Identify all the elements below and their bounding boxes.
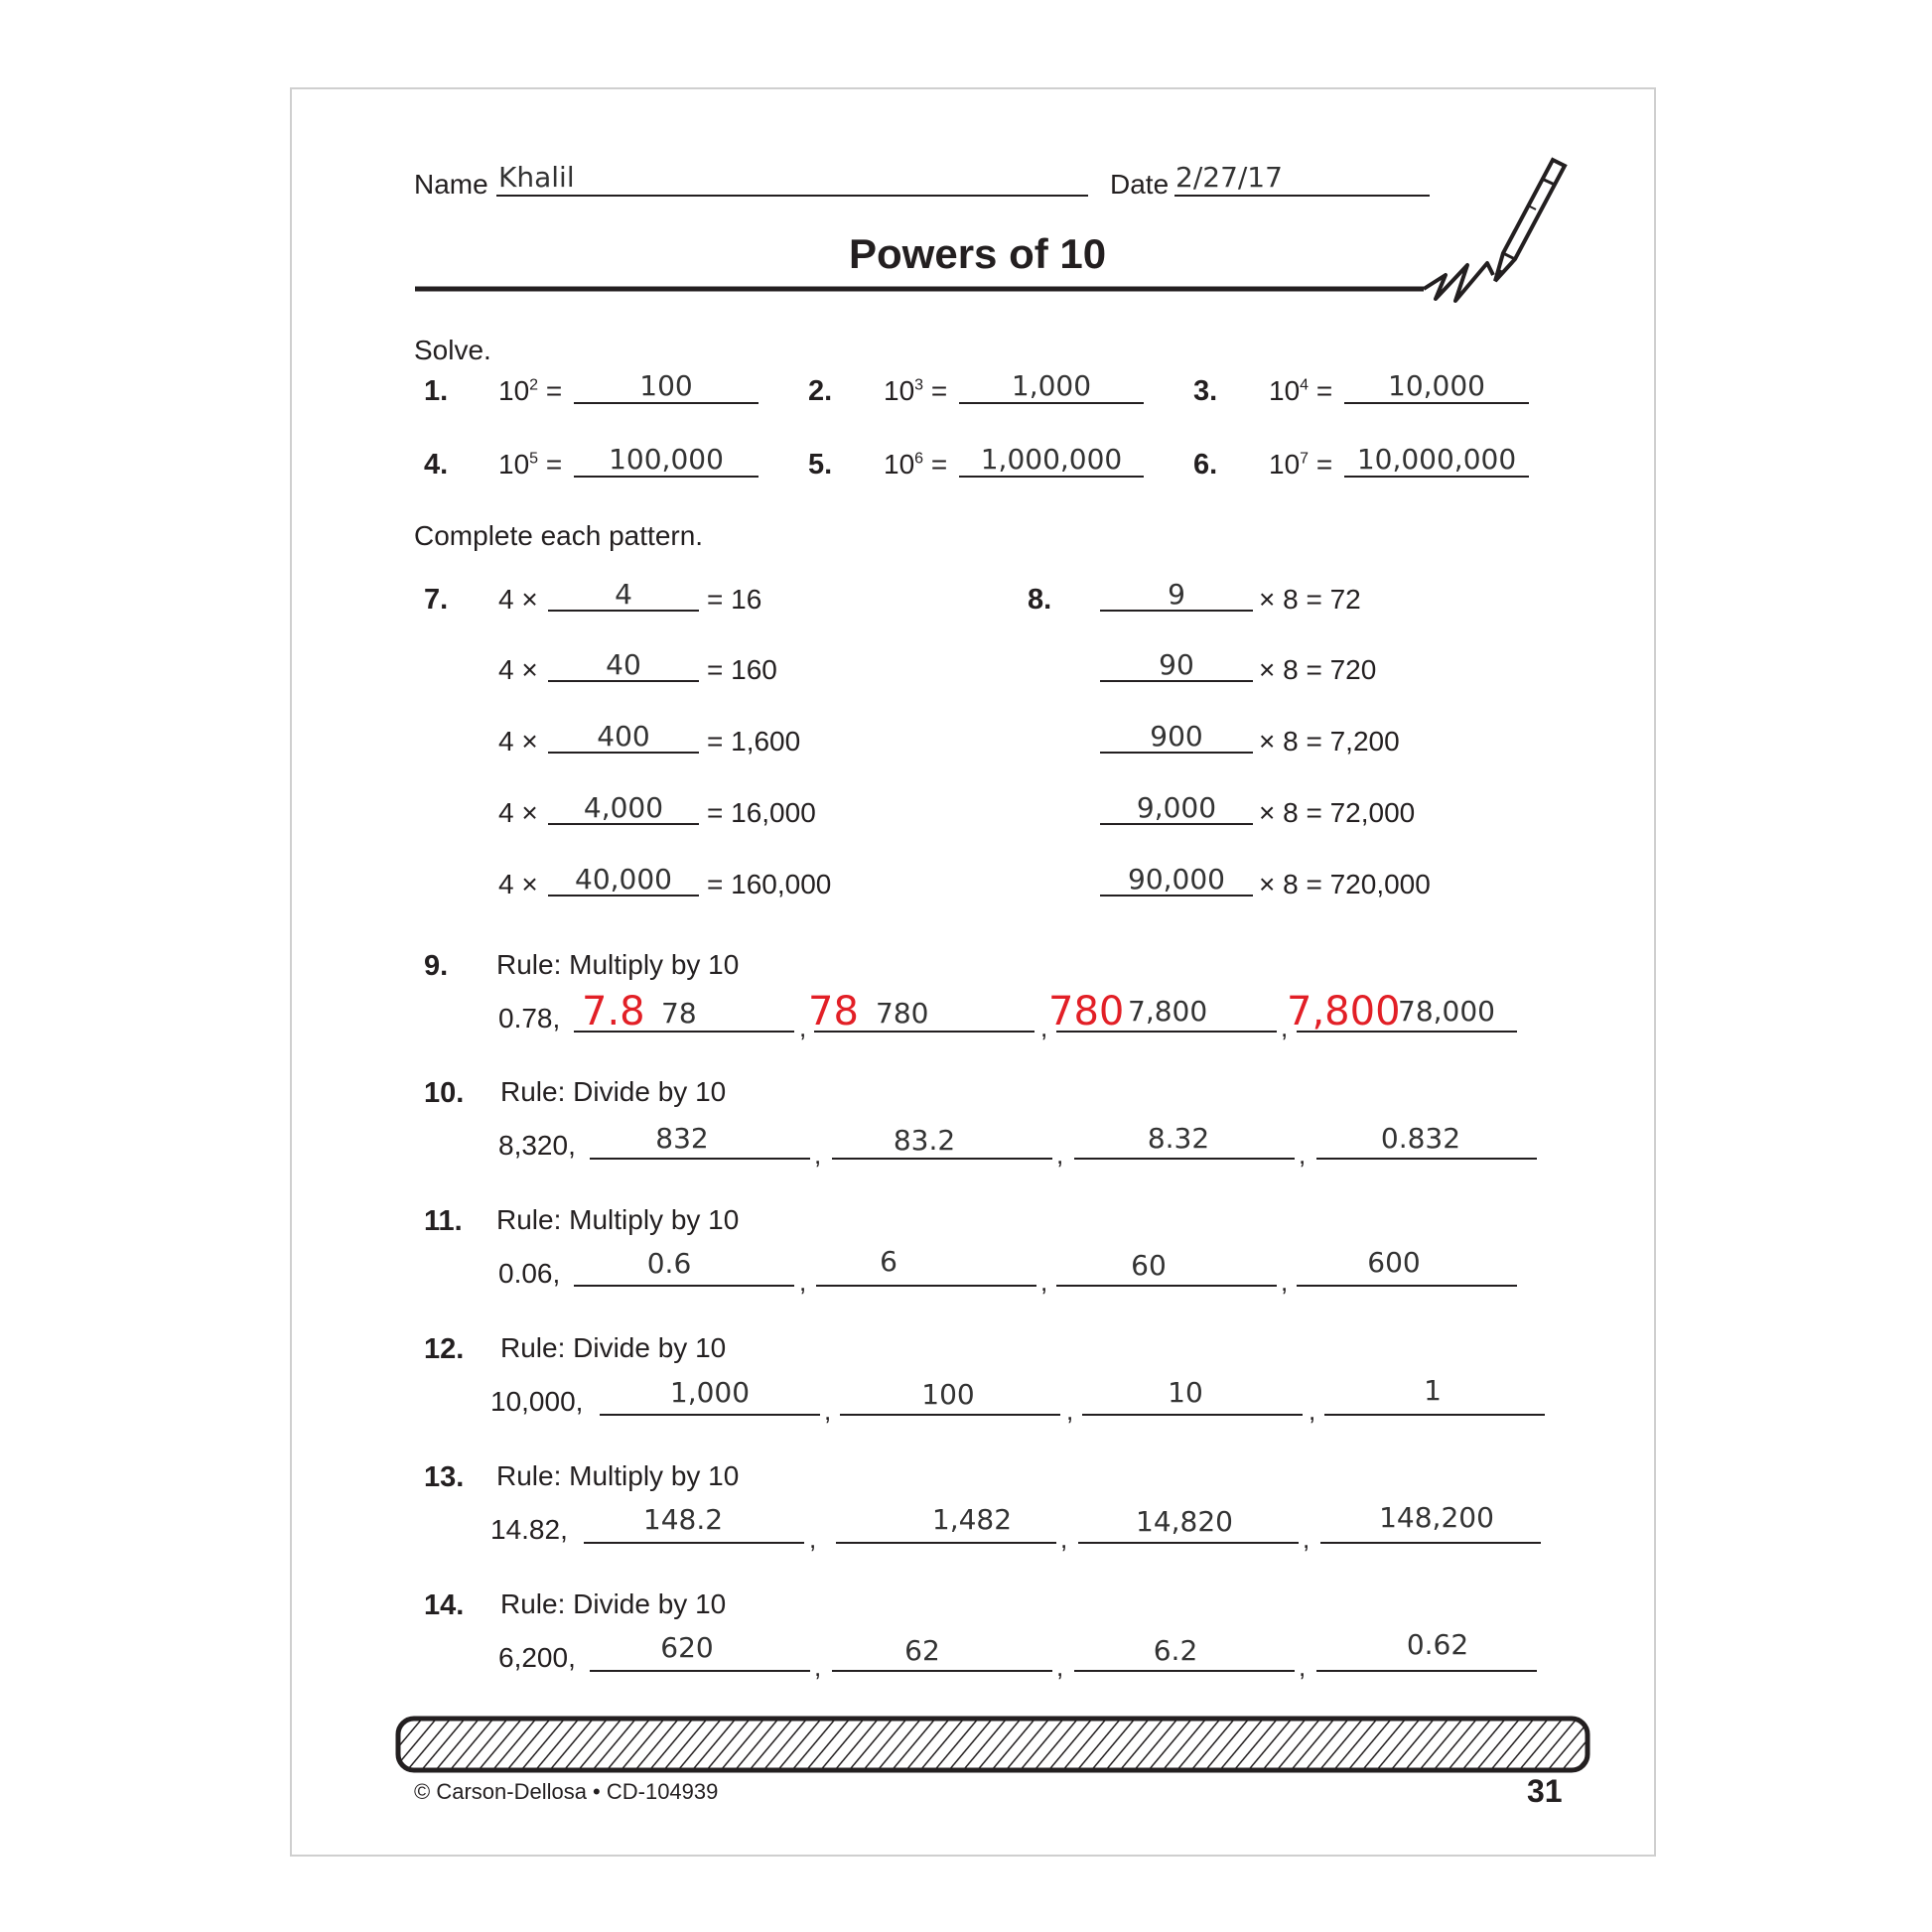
- result: × 8 = 72,000: [1259, 797, 1416, 828]
- answer: 40: [606, 648, 641, 681]
- answer-line: [1316, 1670, 1537, 1672]
- answer: 100: [921, 1378, 975, 1411]
- start-value: 6,200,: [498, 1642, 576, 1673]
- answer-line: [814, 1031, 1035, 1033]
- comma: ,: [1060, 1524, 1068, 1554]
- item-number: 2.: [808, 375, 833, 407]
- item-number: 6.: [1193, 449, 1218, 481]
- correction: 780: [1048, 989, 1125, 1035]
- comma: ,: [1040, 1267, 1048, 1297]
- answer-line: [1078, 1542, 1299, 1544]
- answer-line: [1324, 1414, 1545, 1416]
- answer-line: [590, 1670, 810, 1672]
- prefix: 4 ×: [498, 584, 538, 615]
- correction: 7.8: [582, 989, 645, 1035]
- answer-line: [1056, 1285, 1277, 1287]
- answer-line: [548, 680, 699, 682]
- comma: ,: [799, 1013, 807, 1042]
- answer-line: [1297, 1031, 1517, 1033]
- answer: 832: [655, 1122, 709, 1155]
- item-number: 1.: [424, 375, 449, 407]
- item-number-7: 7.: [424, 584, 449, 616]
- answer-line: [1316, 1158, 1537, 1160]
- answer: 600: [1367, 1246, 1421, 1279]
- item-number: 9.: [424, 950, 449, 982]
- answer: 83.2: [893, 1124, 956, 1157]
- answer-line: [1297, 1285, 1517, 1287]
- answer-line: [574, 1285, 794, 1287]
- answer: 6.2: [1153, 1634, 1198, 1667]
- exponent: 2: [529, 376, 539, 394]
- exponent: 3: [914, 376, 924, 394]
- answer: 6: [880, 1245, 897, 1278]
- base: 10: [884, 375, 915, 406]
- result: × 8 = 720: [1259, 654, 1377, 685]
- exponent: 5: [529, 450, 539, 468]
- answer-line: [1320, 1542, 1541, 1544]
- answer-line: [816, 1285, 1036, 1287]
- base: 10: [1269, 449, 1301, 480]
- answer: 1,000: [669, 1376, 751, 1409]
- answer: 78,000: [1398, 995, 1495, 1028]
- answer-line: [1074, 1158, 1295, 1160]
- comma: ,: [1040, 1013, 1048, 1042]
- answer-line: [832, 1670, 1052, 1672]
- result: × 8 = 72: [1259, 584, 1361, 615]
- comma: ,: [814, 1140, 822, 1170]
- answer-line: [836, 1542, 1056, 1544]
- item-number: 12.: [424, 1333, 465, 1365]
- start-value: 8,320,: [498, 1130, 576, 1161]
- correction: 7,800: [1287, 989, 1401, 1035]
- rule-text: Rule: Divide by 10: [500, 1076, 727, 1107]
- prefix: 4 ×: [498, 726, 538, 757]
- name-label: Name: [414, 169, 488, 200]
- comma: ,: [809, 1524, 817, 1554]
- answer-line: [584, 1542, 804, 1544]
- answer: 100,000: [609, 443, 724, 476]
- result: = 16,000: [707, 797, 816, 828]
- result: × 8 = 720,000: [1259, 869, 1431, 899]
- answer-line: [574, 402, 759, 404]
- answer: 10: [1168, 1376, 1203, 1409]
- item-number: 10.: [424, 1077, 465, 1109]
- item-number: 4.: [424, 449, 449, 481]
- exponent: 6: [914, 450, 924, 468]
- item-number-8: 8.: [1028, 584, 1052, 616]
- result: = 160: [707, 654, 777, 685]
- answer: 7,800: [1128, 995, 1208, 1028]
- answer-line: [600, 1414, 820, 1416]
- worksheet-page: [290, 87, 1656, 1857]
- answer: 400: [597, 720, 650, 753]
- comma: ,: [1056, 1140, 1064, 1170]
- prefix: 4 ×: [498, 797, 538, 828]
- answer-line: [1344, 402, 1529, 404]
- comma: ,: [799, 1267, 807, 1297]
- answer-line: [840, 1414, 1060, 1416]
- answer: 90: [1159, 648, 1194, 681]
- answer-line: [574, 476, 759, 478]
- base: 10: [498, 449, 530, 480]
- answer: 62: [904, 1634, 940, 1667]
- exponent: 4: [1300, 376, 1310, 394]
- comma: ,: [1056, 1652, 1064, 1682]
- result: = 160,000: [707, 869, 832, 899]
- result: = 16: [707, 584, 762, 615]
- answer: 0.832: [1380, 1122, 1461, 1155]
- answer-line: [1100, 823, 1253, 825]
- answer-line: [1082, 1414, 1303, 1416]
- answer: 4: [615, 578, 632, 611]
- start-value: 0.78,: [498, 1003, 561, 1034]
- rule-text: Rule: Multiply by 10: [496, 949, 740, 980]
- page-number: 31: [1527, 1773, 1563, 1809]
- answer-line: [1100, 895, 1253, 897]
- answer-line: [1100, 680, 1253, 682]
- comma: ,: [1281, 1267, 1289, 1297]
- date-label: Date: [1110, 169, 1170, 200]
- base: 10: [1269, 375, 1301, 406]
- start-value: 14.82,: [490, 1514, 568, 1545]
- item-number: 14.: [424, 1589, 465, 1621]
- comma: ,: [1281, 1013, 1289, 1042]
- base: 10: [498, 375, 530, 406]
- result: = 1,600: [707, 726, 801, 757]
- item-number: 13.: [424, 1461, 465, 1493]
- copyright: © Carson-Dellosa • CD-104939: [414, 1779, 719, 1804]
- answer: 90,000: [1128, 863, 1225, 896]
- prefix: 4 ×: [498, 654, 538, 685]
- comma: ,: [814, 1652, 822, 1682]
- item-number: 3.: [1193, 375, 1218, 407]
- answer: 10,000: [1388, 369, 1485, 402]
- rule-text: Rule: Multiply by 10: [496, 1204, 740, 1235]
- title-rule-with-pencil: [413, 154, 1575, 323]
- answer: 10,000,000: [1356, 443, 1517, 476]
- item-number: 5.: [808, 449, 833, 481]
- answer-line: [1056, 1031, 1277, 1033]
- answer: 60: [1131, 1249, 1167, 1282]
- answer: 148.2: [642, 1503, 724, 1536]
- comma: ,: [1299, 1652, 1307, 1682]
- comma: ,: [1303, 1524, 1311, 1554]
- rule-text: Rule: Divide by 10: [500, 1332, 727, 1363]
- answer-line: [1100, 610, 1253, 612]
- answer-line: [548, 823, 699, 825]
- comma: ,: [1066, 1396, 1074, 1426]
- answer: 40,000: [575, 863, 672, 896]
- answer: 900: [1150, 720, 1203, 753]
- answer-line: [959, 476, 1144, 478]
- solve-instruction: Solve.: [414, 335, 491, 365]
- answer-line: [832, 1158, 1052, 1160]
- answer: 9: [1168, 578, 1185, 611]
- answer: 4,000: [583, 791, 664, 824]
- item-number: 11.: [424, 1205, 463, 1237]
- answer: 1,000: [1011, 369, 1092, 402]
- start-value: 0.06,: [498, 1258, 561, 1289]
- answer-line: [1344, 476, 1529, 478]
- answer: 780: [876, 997, 929, 1030]
- answer-line: [959, 402, 1144, 404]
- page-title: Powers of 10: [849, 230, 1107, 277]
- pattern-instruction: Complete each pattern.: [414, 520, 704, 551]
- exponent: 7: [1300, 450, 1310, 468]
- name-value: Khalil: [498, 161, 575, 194]
- answer: 14,820: [1136, 1505, 1233, 1538]
- answer: 0.6: [646, 1247, 692, 1280]
- answer: 8.32: [1147, 1122, 1210, 1155]
- result: × 8 = 7,200: [1259, 726, 1400, 757]
- hatched-footer-bar: [395, 1716, 1590, 1773]
- pencil-icon: [1495, 160, 1565, 281]
- answer: 1,482: [931, 1503, 1013, 1536]
- base: 10: [884, 449, 915, 480]
- answer-line: [548, 752, 699, 754]
- comma: ,: [1299, 1140, 1307, 1170]
- answer: 9,000: [1136, 791, 1217, 824]
- answer: 1: [1424, 1374, 1442, 1407]
- date-value: 2/27/17: [1175, 161, 1283, 194]
- rule-text: Rule: Divide by 10: [500, 1588, 727, 1619]
- answer-line: [548, 610, 699, 612]
- answer: 1,000,000: [980, 443, 1123, 476]
- prefix: 4 ×: [498, 869, 538, 899]
- answer: 620: [660, 1631, 714, 1664]
- answer-line: [574, 1031, 794, 1033]
- answer-line: [1074, 1670, 1295, 1672]
- comma: ,: [824, 1396, 832, 1426]
- rule-text: Rule: Multiply by 10: [496, 1460, 740, 1491]
- answer: 148,200: [1379, 1501, 1494, 1534]
- answer-line: [590, 1158, 810, 1160]
- correction: 78: [808, 989, 859, 1035]
- comma: ,: [1309, 1396, 1316, 1426]
- answer-line: [548, 895, 699, 897]
- answer: 0.62: [1406, 1628, 1469, 1661]
- answer-line: [1100, 752, 1253, 754]
- answer: 100: [639, 369, 693, 402]
- start-value: 10,000,: [490, 1386, 584, 1417]
- answer: 78: [661, 997, 697, 1030]
